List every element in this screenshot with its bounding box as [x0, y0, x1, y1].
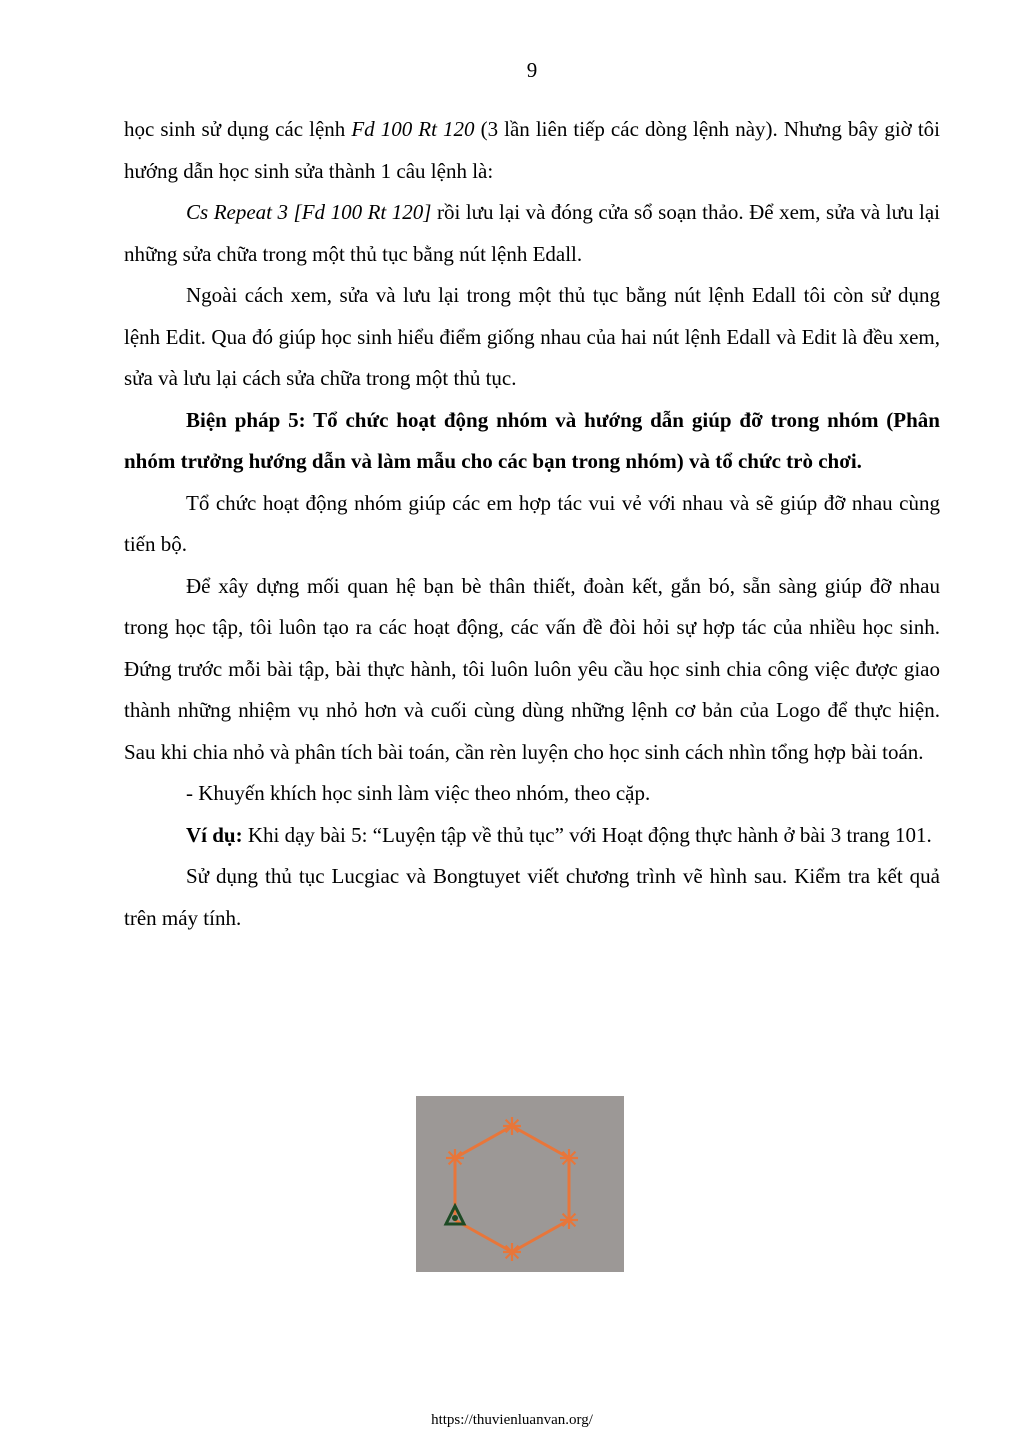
section-heading-bien-phap-5: Biện pháp 5: Tổ chức hoạt động nhóm và hướng dẫn giúp đỡ trong nhóm (Phân nhóm trưởng hướng dẫn và làm mẫu cho các bạn trong nhóm) và tổ chức trò chơi. — [124, 407, 940, 473]
logo-command-inline: Fd 100 Rt 120 — [351, 117, 475, 141]
paragraph-2-text: rồi lưu lại và đóng cửa sổ soạn thảo. Để xem, sửa và lưu lại những sửa chữa trong một thủ tục bằng nút lệnh Edall. — [124, 200, 940, 266]
footer-url: https://thuvienluanvan.org/ — [431, 1412, 593, 1428]
paragraph-3: Ngoài cách xem, sửa và lưu lại trong một thủ tục bằng nút lệnh Edall tôi còn sử dụng lệnh Edit. Qua đó giúp học sinh hiểu điểm giống nhau của hai nút lệnh Edall và Edit là đều xem, sửa và lưu lại cách sửa chữa trong một thủ tục. — [124, 283, 940, 390]
paragraph-1-text: học sinh sử dụng các lệnh — [124, 117, 352, 141]
turtle-center — [452, 1215, 458, 1221]
figure-svg — [416, 1096, 624, 1272]
paragraph-9: Sử dụng thủ tục Lucgiac và Bongtuyet viết chương trình vẽ hình sau. Kiểm tra kết quả trên máy tính. — [124, 864, 940, 930]
snowflake-4 — [503, 1243, 521, 1261]
example-paragraph — [124, 815, 940, 857]
bullet-item: - Khuyến khích học sinh làm việc theo nhóm, theo cặp. — [186, 781, 651, 805]
figure-background — [416, 1096, 624, 1272]
example-text: Khi dạy bài 5: “Luyện tập về thủ tục” với Hoạt động thực hành ở bài 3 trang 101. — [242, 822, 932, 847]
paragraph-2 — [124, 192, 940, 275]
snowflake-1 — [503, 1117, 521, 1135]
snowflake-2 — [560, 1149, 578, 1167]
paragraph-1-text-cont: (3 lần liên tiếp các dòng lệnh này). Nhưng bây giờ tôi hướng dẫn học sinh sửa thành 1 câu lệnh là: — [124, 117, 940, 183]
snowflake-5 — [446, 1149, 464, 1167]
paragraph-6: Để xây dựng mối quan hệ bạn bè thân thiết, đoàn kết, gắn bó, sẵn sàng giúp đỡ nhau trong học tập, tôi luôn tạo ra các hoạt động, các vấn đề đòi hỏi sự hợp tác của nhiều học sinh. Đứng trước mỗi bài tập, bài thực hành, tôi luôn luôn yêu cầu học sinh chia công việc được giao thành những nhiệm vụ nhỏ hơn và cuối cùng dùng những lệnh cơ bản của Logo để thực hiện. Sau khi chia nhỏ và phân tích bài toán, cần rèn luyện cho học sinh cách nhìn tổng hợp bài toán. — [124, 573, 940, 764]
paragraph-5: Tổ chức hoạt động nhóm giúp các em hợp tác vui vẻ với nhau và sẽ giúp đỡ nhau cùng tiến bộ. — [124, 490, 940, 556]
paragraph-1 — [124, 109, 940, 192]
page-number: 9 — [526, 58, 538, 82]
example-label: Ví dụ: — [186, 822, 243, 847]
document-body — [124, 109, 940, 939]
hexagon-snowflake-figure — [416, 1096, 624, 1272]
snowflake-3 — [560, 1211, 578, 1229]
repeat-command-inline: Cs Repeat 3 [Fd 100 Rt 120] — [186, 200, 432, 224]
